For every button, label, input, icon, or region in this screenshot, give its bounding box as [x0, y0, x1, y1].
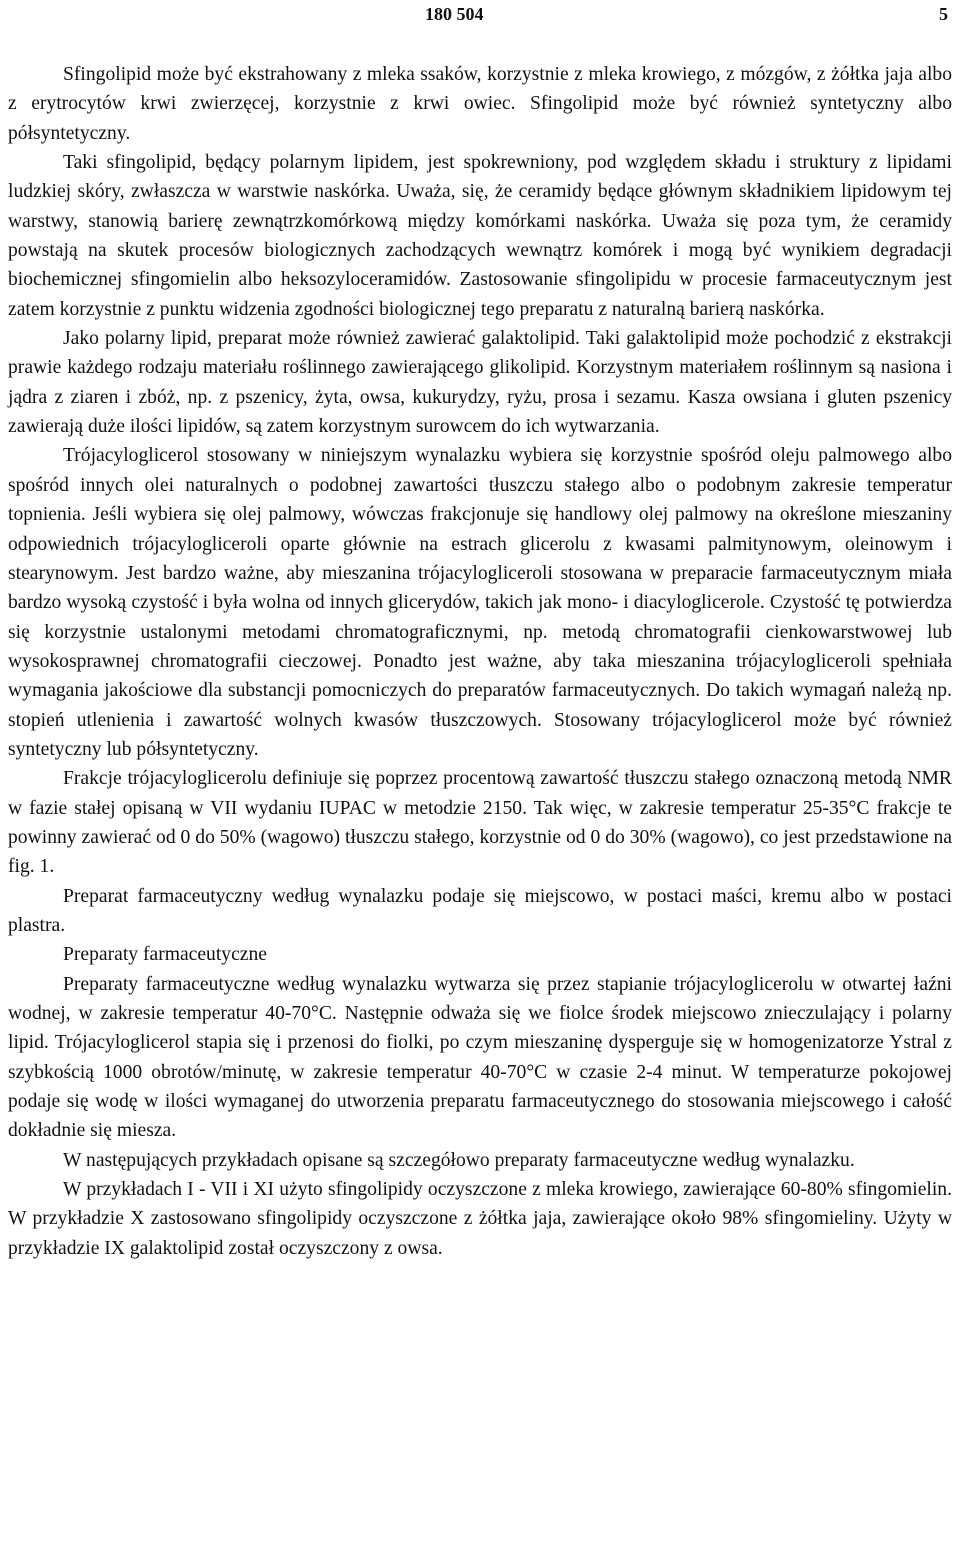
paragraph: Taki sfingolipid, będący polarnym lipidem, jest spokrewniony, pod względem składu i struktury z lipidami ludzkiej skóry, zwłaszcza w warstwie naskórka. Uważa, się, że ceramidy będące głównym składnikiem lipidowym tej warstwy, stanowią barierę zewnątrzkomórkową między komórkami naskórka. Uważa się poza tym, że ceramidy powstają na skutek procesów biologicznych zachodzących wewnątrz komórek i mogą być wynikiem degradacji biochemicznej sfingomielin albo heksozyloceramidów. Zastosowanie sfingolipidu w procesie farmaceutycznym jest zatem korzystnie z punktu widzenia zgodności biologicznej tego preparatu z naturalną barierą naskórka.: [8, 152, 952, 320]
paragraph: Jako polarny lipid, preparat może również zawierać galaktolipid. Taki galaktolipid może pochodzić z ekstrakcji prawie każdego rodzaju materiału roślinnego zawierającego glikolipid. Korzystnym materiałem roślinnym są nasiona i jądra z ziaren i zbóż, np. z pszenicy, żyta, owsa, kukurydzy, ryżu, prosa i sezamu. Kasza owsiana i gluten pszenicy zawierają duże ilości lipidów, są zatem korzystnym surowcem do ich wytwarzania.: [8, 328, 952, 438]
page-number: 5: [939, 4, 948, 24]
paragraph: Trójacyloglicerol stosowany w niniejszym wynalazku wybiera się korzystnie spośród oleju palmowego albo spośród innych olei naturalnych o podobnej zawartości tłuszczu stałego albo o podobnym zakresie temperatur topnienia. Jeśli wybiera się olej palmowy, wówczas frakcjonuje się handlowy olej palmowy na określone mieszaniny odpowiednich trójacylogliceroli oparte głównie na estrach glicerolu z kwasami palmitynowym, oleinowym i stearynowym. Jest bardzo ważne, aby mieszanina trójacylogliceroli stosowana w preparacie farmaceutycznym miała bardzo wysoką czystość i była wolna od innych glicerydów, takich jak mono- i diacyloglicerole. Czystość tę potwierdza się korzystnie ustalonymi metodami chromatograficznymi, np. metodą chromatografii cienkowarstwowej lub wysokosprawnej chromatografii cieczowej. Ponadto jest ważne, aby taka mieszanina trójacylogliceroli spełniała wymagania jakościowe dla substancji pomocniczych do preparatów farmaceutycznych. Do takich wymagań należą np. stopień utlenienia i zawartość wolnych kwasów tłuszczowych. Stosowany trójacyloglicerol może być również syntetyczny lub półsyntetyczny.: [8, 445, 952, 760]
document-number: 180 504: [425, 4, 484, 24]
paragraph: Preparaty farmaceutyczne według wynalazku wytwarza się przez stapianie trójacyloglicerolu w otwartej łaźni wodnej, w zakresie temperatur 40-70°C. Następnie odważa się we fiolce środek miejscowo znieczulający i polarny lipid. Trójacyloglicerol stapia się i przenosi do fiolki, po czym mieszaninę dysperguje się w homogenizatorze Ystral z szybkością 1000 obrotów/minutę, w zakresie temperatur 40-70°C w czasie 2-4 minut. W temperaturze pokojowej podaje się wodę w ilości wymaganej do utworzenia preparatu farmaceutycznego do stosowania miejscowego i całość dokładnie się miesza.: [8, 973, 952, 1142]
page-header: [0, 4, 960, 26]
body-text: [8, 60, 952, 1263]
paragraph: W następujących przykładach opisane są szczegółowo preparaty farmaceutyczne według wynalazku.: [63, 1149, 855, 1171]
paragraph: Sfingolipid może być ekstrahowany z mleka ssaków, korzystnie z mleka krowiego, z mózgów, z żółtka jaja albo z erytrocytów krwi zwierzęcej, korzystnie z krwi owiec. Sfingolipid może być również syntetyczny albo półsyntetyczny.: [8, 64, 952, 144]
paragraph: Frakcje trójacyloglicerolu definiuje się poprzez procentową zawartość tłuszczu stałego oznaczoną metodą NMR w fazie stałej opisaną w VII wydaniu IUPAC w metodzie 2150. Tak więc, w zakresie temperatur 25-35°C frakcje te powinny zawierać od 0 do 50% (wagowo) tłuszczu stałego, korzystnie od 0 do 30% (wagowo), co jest przedstawione na fig. 1.: [8, 768, 952, 878]
paragraph: W przykładach I - VII i XI użyto sfingolipidy oczyszczone z mleka krowiego, zawierające 60-80% sfingomielin. W przykładzie X zastosowano sfingolipidy oczyszczone z żółtka jaja, zawierające około 98% sfingomieliny. Użyty w przykładzie IX galaktolipid został oczyszczony z owsa.: [8, 1179, 952, 1259]
paragraph: Preparat farmaceutyczny według wynalazku podaje się miejscowo, w postaci maści, kremu albo w postaci plastra.: [8, 885, 952, 936]
section-heading: Preparaty farmaceutyczne: [63, 944, 267, 966]
